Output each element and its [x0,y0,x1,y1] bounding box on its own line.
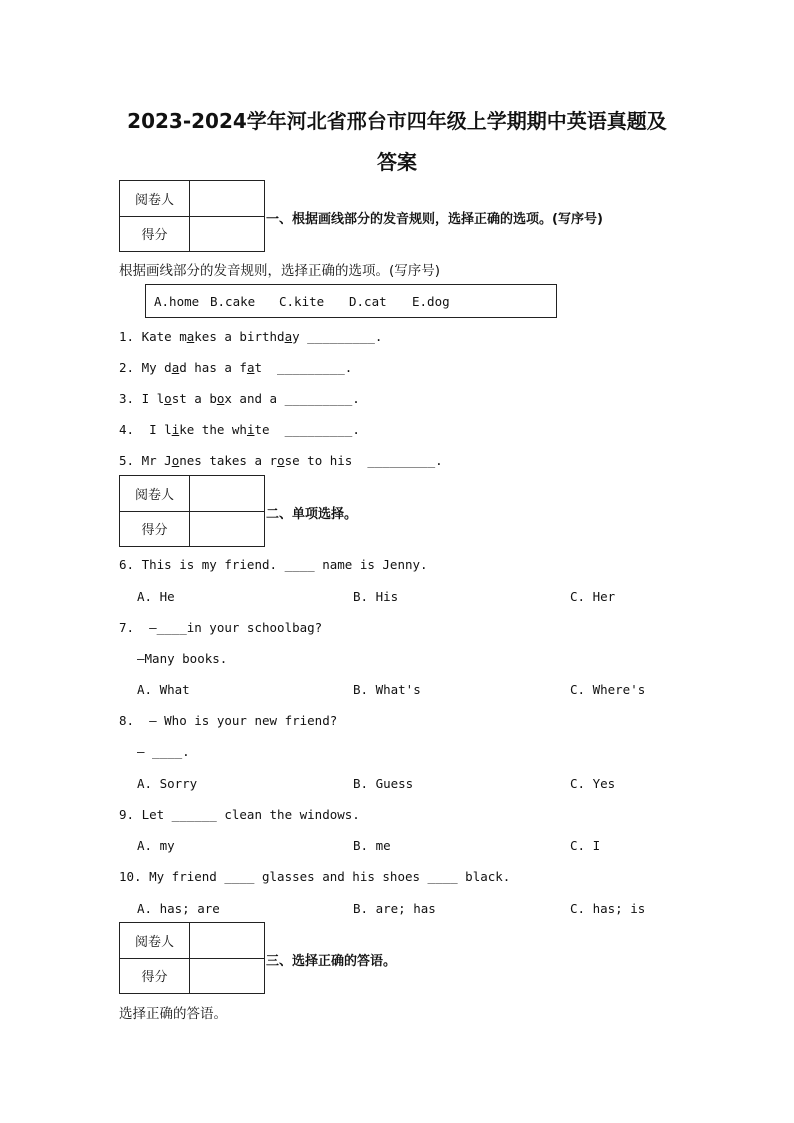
section3-heading: 三、选择正确的答语。 [266,954,397,969]
question-1: 1. Kate makes a birthday _________. [119,329,383,344]
reviewer-cell [190,476,265,512]
option-e: E.dog [412,294,450,309]
section2-heading: 二、单项选择。 [266,507,358,522]
q7-option-b: B. What's [353,682,421,697]
score-cell [190,216,265,252]
score-box-2 [119,475,265,547]
q8-option-a: A. Sorry [137,776,198,791]
score-label: 得分 [120,958,190,994]
section3-instruction: 选择正确的答语。 [119,1006,227,1022]
question-3: 3. I lost a box and a _________. [119,391,360,406]
q8-option-c: C. Yes [570,776,616,791]
score-box-1 [119,180,265,252]
q6-option-a: A. He [137,589,175,604]
options-box [145,284,557,318]
question-9: 9. Let ______ clean the windows. [119,807,360,822]
question-8: 8. — Who is your new friend? [119,713,338,728]
reviewer-label: 阅卷人 [120,923,190,959]
question-5: 5. Mr Jones takes a rose to his _________. [119,453,443,468]
option-c: C.kite [279,294,325,309]
score-label: 得分 [120,511,190,547]
q10-option-a: A. has; are [137,901,220,916]
option-a: A.home [154,294,200,309]
q6-option-c: C. Her [570,589,616,604]
question-2: 2. My dad has a fat _________. [119,360,353,375]
score-label: 得分 [120,216,190,252]
q7-option-a: A. What [137,682,190,697]
option-d: D.cat [349,294,387,309]
reviewer-label: 阅卷人 [120,181,190,217]
reviewer-cell [190,181,265,217]
doc-title-line2: 答案 [377,150,417,174]
question-10: 10. My friend ____ glasses and his shoes ____ black. [119,869,511,884]
reviewer-label: 阅卷人 [120,476,190,512]
score-cell [190,958,265,994]
question-7: 7. —____in your schoolbag? [119,620,323,635]
reviewer-cell [190,923,265,959]
question-8-answer-line: — ____. [137,744,190,759]
q9-option-c: C. I [570,838,601,853]
q7-option-c: C. Where's [570,682,646,697]
question-6: 6. This is my friend. ____ name is Jenny. [119,557,428,572]
section1-heading: 一、根据画线部分的发音规则，选择正确的选项。(写序号) [266,212,603,227]
section1-instruction: 根据画线部分的发音规则，选择正确的选项。(写序号) [119,263,441,279]
score-cell [190,511,265,547]
q10-option-c: C. has; is [570,901,646,916]
doc-title-line1: 2023-2024学年河北省邢台市四年级上学期期中英语真题及 [127,109,667,133]
q9-option-b: B. me [353,838,391,853]
option-b: B.cake [210,294,256,309]
score-box-3 [119,922,265,994]
q6-option-b: B. His [353,589,399,604]
q10-option-b: B. are; has [353,901,436,916]
question-4: 4. I like the white _________. [119,422,360,437]
question-7-answer-line: —Many books. [137,651,228,666]
q9-option-a: A. my [137,838,175,853]
q8-option-b: B. Guess [353,776,414,791]
